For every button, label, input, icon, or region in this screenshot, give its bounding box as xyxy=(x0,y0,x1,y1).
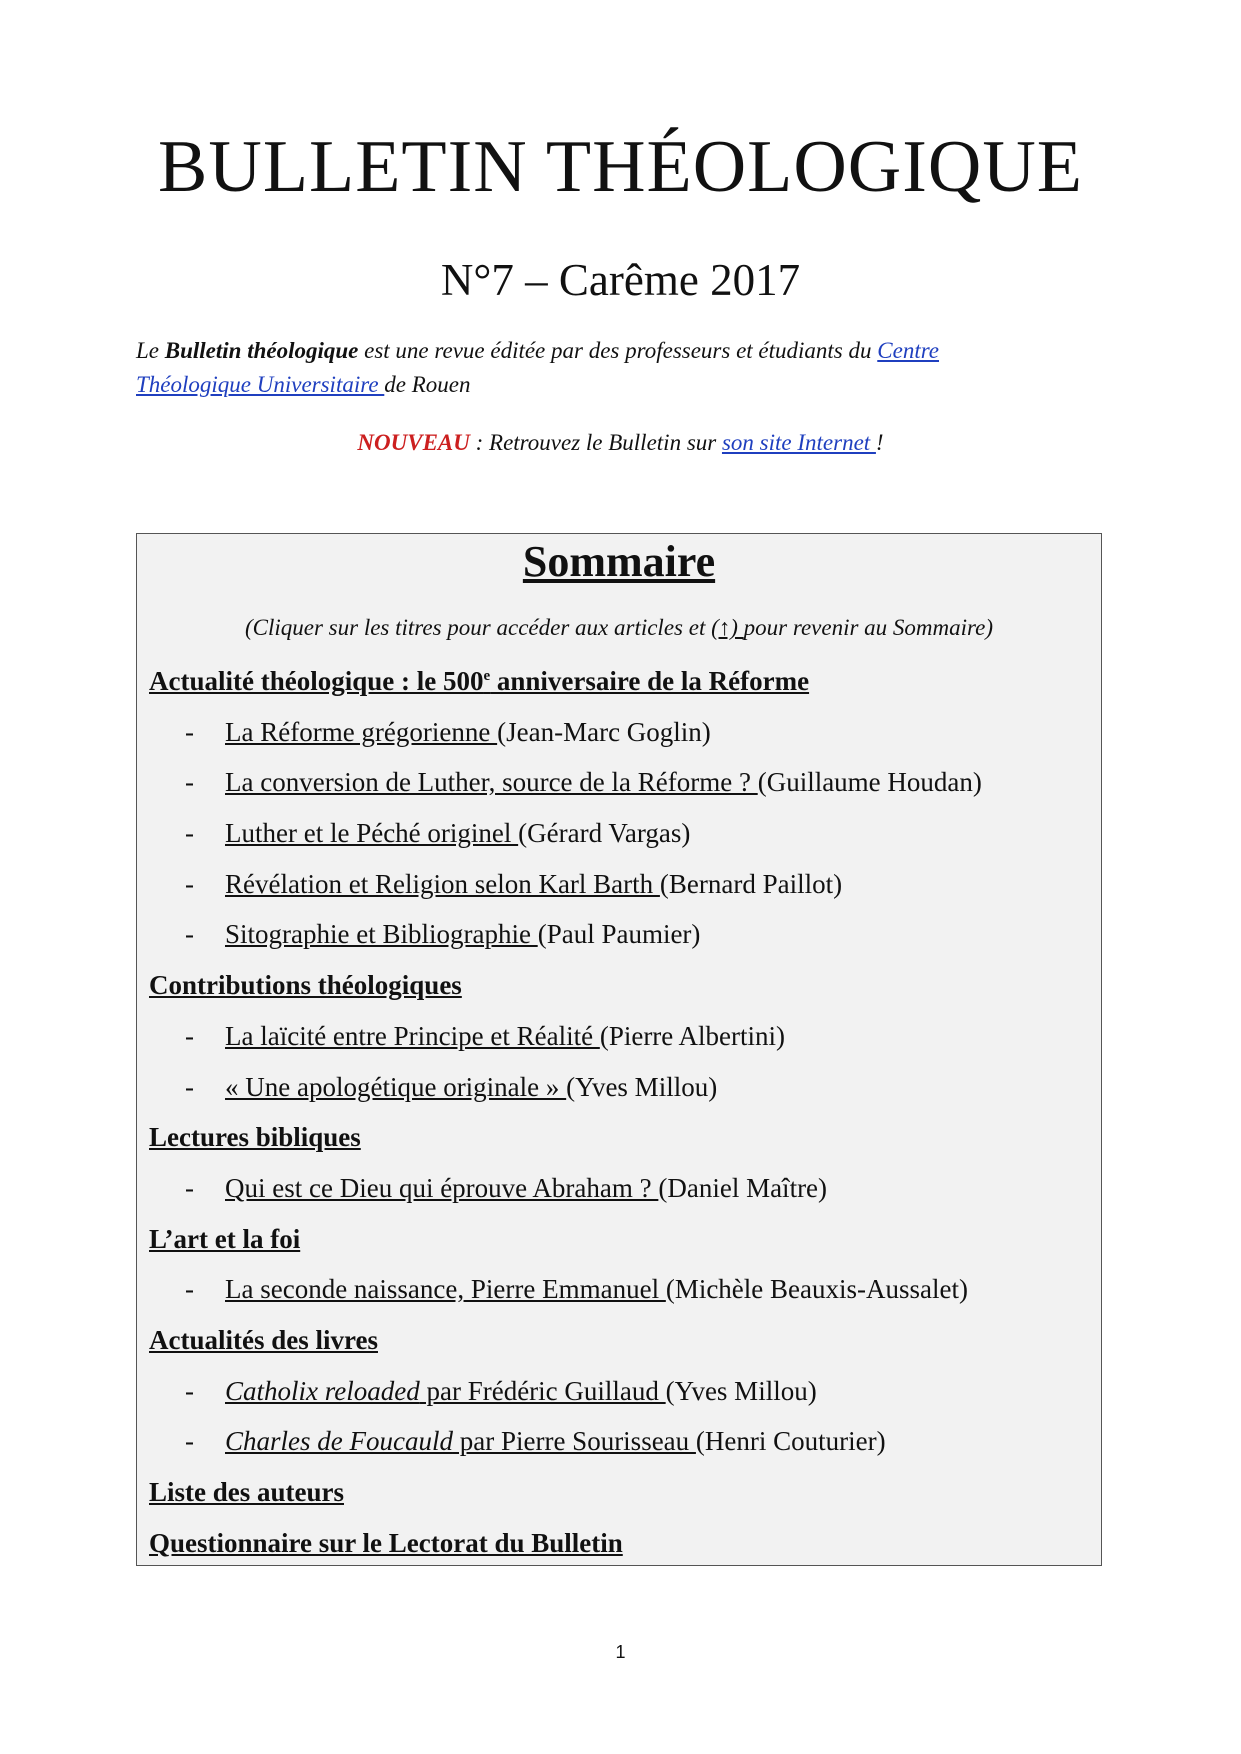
page-number: 1 xyxy=(615,1642,626,1662)
list-dash: - xyxy=(185,1071,194,1102)
section-art-et-foi[interactable]: L’art et la foi xyxy=(149,1223,301,1254)
section-actualites-livres[interactable]: Actualités des livres xyxy=(149,1324,378,1355)
article-author: (Guillaume Houdan) xyxy=(757,767,982,798)
intro-bold-name: Bulletin théologique xyxy=(164,338,359,363)
article-author: (Paul Paumier) xyxy=(537,919,701,950)
article-author: (Jean-Marc Goglin) xyxy=(497,716,711,747)
sommaire-note xyxy=(137,613,1101,643)
nouveau-label: NOUVEAU xyxy=(357,430,470,455)
article-entry xyxy=(149,707,1101,758)
section-title-part: anniversaire de la Réforme xyxy=(490,666,810,696)
article-entry xyxy=(149,1416,1101,1467)
article-link[interactable] xyxy=(225,1376,666,1406)
section-title-part: Actualité théologique : le 500 xyxy=(149,666,484,696)
article-link[interactable]: Qui est ce Dieu qui éprouve Abraham ? xyxy=(225,1172,659,1203)
book-title: Charles de Foucauld xyxy=(225,1426,453,1457)
article-author: (Michèle Beauxis-Aussalet) xyxy=(665,1274,968,1305)
article-author: (Pierre Albertini) xyxy=(599,1020,786,1051)
article-entry xyxy=(149,1366,1101,1417)
article-link[interactable]: La seconde naissance, Pierre Emmanuel xyxy=(225,1274,666,1305)
list-dash: - xyxy=(185,1274,194,1305)
section-liste-auteurs[interactable]: Liste des auteurs xyxy=(149,1477,344,1507)
article-link[interactable]: La conversion de Luther, source de la Réforme ? xyxy=(225,767,758,798)
list-dash: - xyxy=(185,818,194,849)
intro-middle: est une revue éditée par des professeurs et étudiants du xyxy=(358,338,878,363)
article-link[interactable]: « Une apologétique originale » xyxy=(225,1071,567,1102)
article-entry xyxy=(149,1163,1101,1214)
nouveau-text: : Retrouvez le Bulletin sur xyxy=(469,430,722,455)
website-link[interactable]: son site Internet xyxy=(721,430,876,455)
list-dash: - xyxy=(185,1375,194,1406)
intro-prefix: Le xyxy=(136,338,165,363)
section-questionnaire[interactable]: Questionnaire sur le Lectorat du Bulletin xyxy=(149,1527,623,1558)
book-title: Catholix reloaded xyxy=(225,1375,420,1406)
book-author-part: par Frédéric Guillaud xyxy=(419,1375,666,1406)
article-entry xyxy=(149,1011,1101,1062)
nouveau-notice xyxy=(0,426,1241,460)
article-link[interactable]: Sitographie et Bibliographie xyxy=(225,919,538,950)
article-link[interactable]: La laïcité entre Principe et Réalité xyxy=(225,1020,600,1051)
article-author: (Gérard Vargas) xyxy=(518,818,691,849)
article-author: (Henri Couturier) xyxy=(695,1426,886,1457)
intro-paragraph xyxy=(136,334,1036,402)
article-link[interactable]: Révélation et Religion selon Karl Barth xyxy=(225,868,660,899)
back-arrow-icon: (↑) xyxy=(711,615,744,640)
article-author: (Yves Millou) xyxy=(665,1375,817,1406)
sommaire-box xyxy=(136,533,1102,1566)
article-author: (Daniel Maître) xyxy=(658,1172,828,1203)
book-author-part: par Pierre Sourisseau xyxy=(452,1426,696,1457)
article-entry xyxy=(149,909,1101,960)
article-entry xyxy=(149,1264,1101,1315)
note-before: (Cliquer sur les titres pour accéder aux articles et xyxy=(244,615,712,640)
list-dash: - xyxy=(185,1020,194,1051)
section-lectures-bibliques[interactable]: Lectures bibliques xyxy=(149,1122,361,1153)
article-entry xyxy=(149,808,1101,859)
article-author: (Bernard Paillot) xyxy=(659,868,843,899)
nouveau-end: ! xyxy=(875,430,884,455)
sommaire-title: Sommaire xyxy=(522,537,716,586)
section-title-superscript: e xyxy=(483,668,491,684)
ctu-link[interactable]: Centre Théologique Universitaire xyxy=(136,338,940,397)
article-author: (Yves Millou) xyxy=(566,1071,718,1102)
sommaire-entries xyxy=(149,656,1101,1568)
bulletin-title: BULLETIN THÉOLOGIQUE xyxy=(158,126,1083,208)
list-dash: - xyxy=(185,1172,194,1203)
section-contributions[interactable]: Contributions théologiques xyxy=(149,970,462,1001)
article-entry xyxy=(149,1062,1101,1113)
article-link[interactable] xyxy=(225,1426,696,1456)
article-link[interactable]: La Réforme grégorienne xyxy=(225,716,498,747)
list-dash: - xyxy=(185,716,194,747)
list-dash: - xyxy=(185,1426,194,1457)
note-after: pour revenir au Sommaire) xyxy=(743,615,994,640)
list-dash: - xyxy=(185,868,194,899)
list-dash: - xyxy=(185,919,194,950)
article-entry xyxy=(149,859,1101,910)
issue-subtitle: N°7 – Carême 2017 xyxy=(440,255,801,305)
article-entry xyxy=(149,757,1101,808)
article-link[interactable]: Luther et le Péché originel xyxy=(225,818,519,849)
intro-suffix: de Rouen xyxy=(384,372,471,397)
list-dash: - xyxy=(185,767,194,798)
section-actualite-theologique[interactable] xyxy=(149,656,1101,707)
